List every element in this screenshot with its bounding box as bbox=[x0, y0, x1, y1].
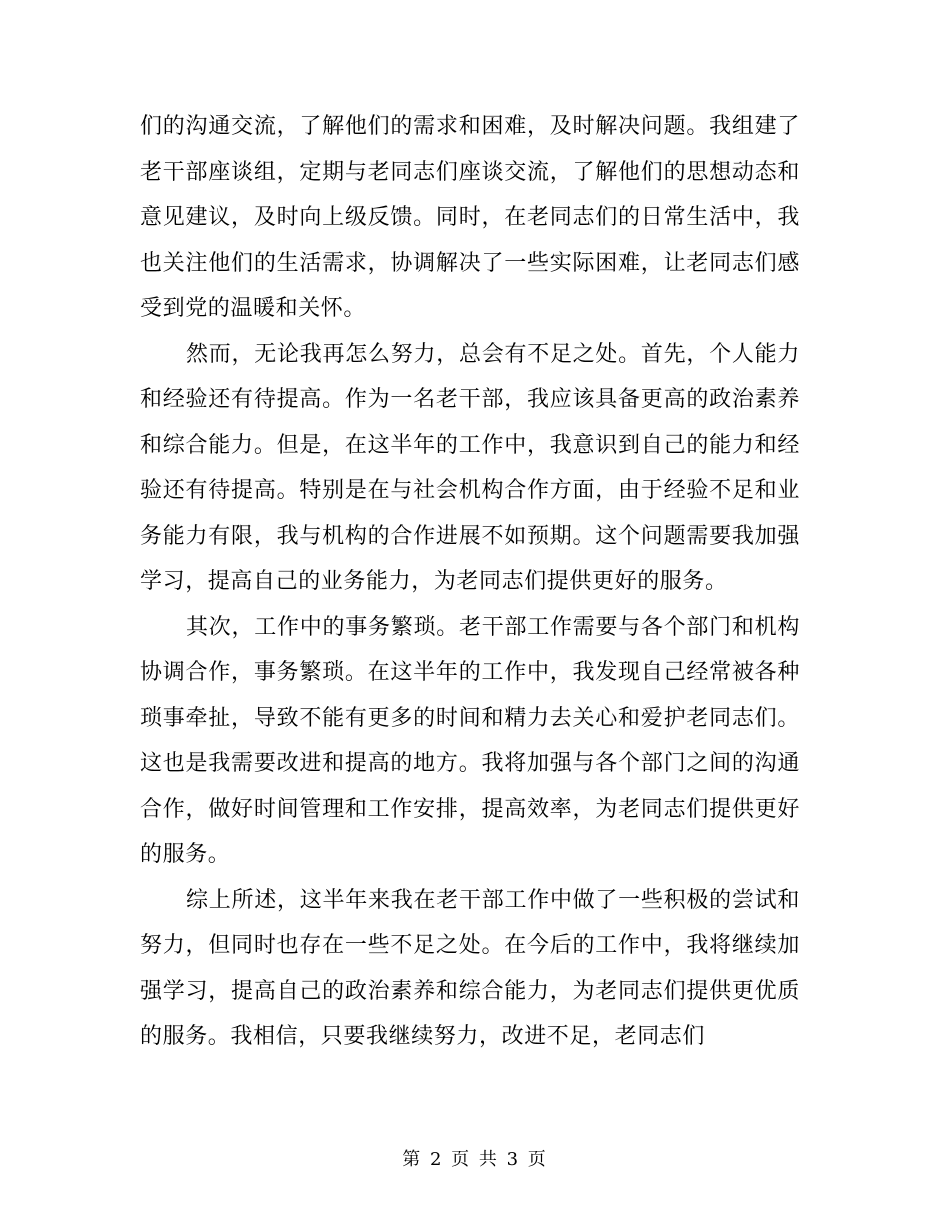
document-body bbox=[140, 104, 800, 1060]
paragraph-summary: 综上所述，这半年来我在老干部工作中做了一些积极的尝试和努力，但同时也存在一些不足之处。在今后的工作中，我将继续加强学习，提高自己的政治素养和综合能力，为老同志们提供更优质的服务。我相信，只要我继续努力，改进不足，老同志们 bbox=[140, 887, 800, 1049]
page-number-footer: 第 2 页 共 3 页 bbox=[402, 1149, 548, 1170]
paragraph-continuation: 们的沟通交流，了解他们的需求和困难，及时解决问题。我组建了老干部座谈组，定期与老同志们座谈交流，了解他们的思想动态和意见建议，及时向上级反馈。同时，在老同志们的日常生活中，我也关注他们的生活需求，协调解决了一些实际困难，让老同志们感受到党的温暖和关怀。 bbox=[140, 114, 800, 321]
paragraph-shortcomings: 然而，无论我再怎么努力，总会有不足之处。首先，个人能力和经验还有待提高。作为一名老干部，我应该具备更高的政治素养和综合能力。但是，在这半年的工作中，我意识到自己的能力和经验还有待提高。特别是在与社会机构合作方面，由于经验不足和业务能力有限，我与机构的合作进展不如预期。这个问题需要我加强学习，提高自己的业务能力，为老同志们提供更好的服务。 bbox=[140, 341, 800, 594]
paragraph-workload: 其次，工作中的事务繁琐。老干部工作需要与各个部门和机构协调合作，事务繁琐。在这半年的工作中，我发现自己经常被各种琐事牵扯，导致不能有更多的时间和精力去关心和爱护老同志们。这也是我需要改进和提高的地方。我将加强与各个部门之间的沟通合作，做好时间管理和工作安排，提高效率，为老同志们提供更好的服务。 bbox=[140, 614, 800, 867]
